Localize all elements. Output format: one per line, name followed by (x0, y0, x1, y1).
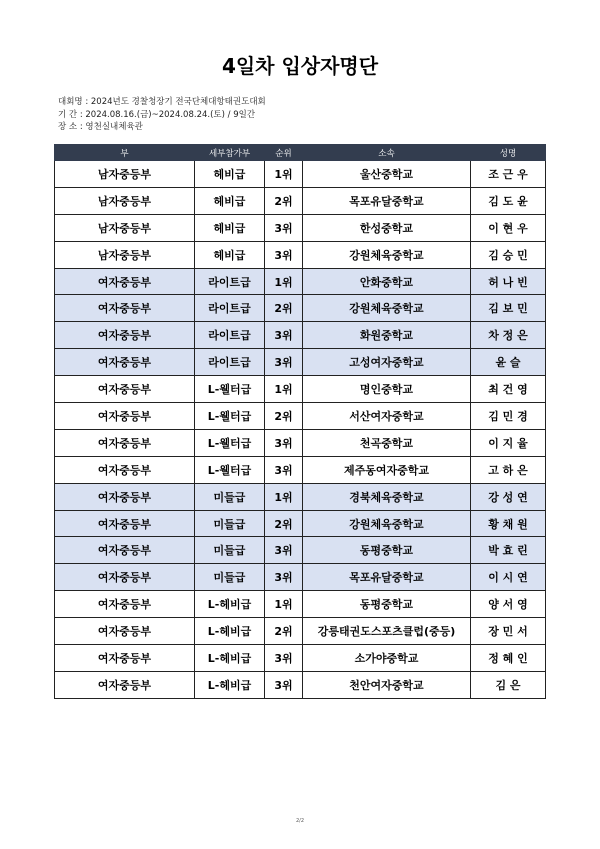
cell-weight: 미들급 (195, 537, 265, 564)
cell-name: 김 승 민 (471, 241, 546, 268)
cell-name: 양 서 영 (471, 591, 546, 618)
cell-weight: L-웰터급 (195, 403, 265, 430)
cell-weight: 라이트급 (195, 295, 265, 322)
results-table (54, 144, 546, 699)
cell-division: 남자중등부 (55, 187, 195, 214)
cell-name: 허 나 빈 (471, 268, 546, 295)
cell-division: 여자중등부 (55, 322, 195, 349)
cell-division: 여자중등부 (55, 403, 195, 430)
cell-division: 여자중등부 (55, 591, 195, 618)
cell-rank: 3위 (265, 537, 303, 564)
cell-rank: 3위 (265, 564, 303, 591)
cell-division: 여자중등부 (55, 645, 195, 672)
cell-division: 남자중등부 (55, 214, 195, 241)
cell-weight: L-웰터급 (195, 376, 265, 403)
cell-rank: 2위 (265, 187, 303, 214)
cell-weight: L-헤비급 (195, 645, 265, 672)
cell-division: 여자중등부 (55, 268, 195, 295)
cell-rank: 2위 (265, 403, 303, 430)
cell-rank: 1위 (265, 591, 303, 618)
cell-weight: 미들급 (195, 510, 265, 537)
cell-rank: 3위 (265, 645, 303, 672)
cell-school: 강원체육중학교 (303, 295, 471, 322)
cell-weight: 라이트급 (195, 349, 265, 376)
cell-division: 여자중등부 (55, 349, 195, 376)
cell-rank: 3위 (265, 322, 303, 349)
table-row (55, 161, 546, 188)
cell-rank: 3위 (265, 671, 303, 698)
cell-weight: 헤비급 (195, 161, 265, 188)
cell-rank: 3위 (265, 214, 303, 241)
cell-rank: 3위 (265, 456, 303, 483)
event-period: 기 간 : 2024.08.16.(금)~2024.08.24.(토) / 9일간 (58, 109, 256, 120)
cell-weight: 미들급 (195, 564, 265, 591)
cell-name: 윤 슬 (471, 349, 546, 376)
cell-name: 고 하 은 (471, 456, 546, 483)
cell-rank: 2위 (265, 618, 303, 645)
cell-rank: 3위 (265, 429, 303, 456)
table-row (55, 591, 546, 618)
cell-division: 여자중등부 (55, 671, 195, 698)
cell-weight: 헤비급 (195, 241, 265, 268)
cell-name: 강 성 연 (471, 483, 546, 510)
table-row (55, 376, 546, 403)
cell-name: 정 혜 인 (471, 645, 546, 672)
cell-division: 여자중등부 (55, 483, 195, 510)
table-row (55, 322, 546, 349)
cell-division: 남자중등부 (55, 241, 195, 268)
cell-school: 경북체육중학교 (303, 483, 471, 510)
header-division: 부 (55, 145, 195, 161)
cell-school: 고성여자중학교 (303, 349, 471, 376)
table-row (55, 187, 546, 214)
page-number: 2/2 (295, 818, 305, 824)
cell-rank: 3위 (265, 349, 303, 376)
header-school: 소속 (303, 145, 471, 161)
cell-school: 울산중학교 (303, 161, 471, 188)
cell-weight: 라이트급 (195, 322, 265, 349)
cell-name: 김 도 윤 (471, 187, 546, 214)
cell-division: 남자중등부 (55, 161, 195, 188)
cell-division: 여자중등부 (55, 295, 195, 322)
table-row (55, 429, 546, 456)
cell-name: 김 은 (471, 671, 546, 698)
cell-weight: L-헤비급 (195, 618, 265, 645)
cell-weight: 헤비급 (195, 214, 265, 241)
cell-school: 목포유달중학교 (303, 187, 471, 214)
cell-name: 박 효 린 (471, 537, 546, 564)
cell-division: 여자중등부 (55, 429, 195, 456)
cell-school: 안화중학교 (303, 268, 471, 295)
cell-school: 동평중학교 (303, 591, 471, 618)
cell-school: 강릉태권도스포츠클럽(중등) (303, 618, 471, 645)
cell-rank: 3위 (265, 241, 303, 268)
table-row (55, 268, 546, 295)
table-row (55, 671, 546, 698)
page-title: 4일차 입상자명단 (221, 54, 379, 78)
cell-weight: L-웰터급 (195, 429, 265, 456)
cell-name: 이 지 율 (471, 429, 546, 456)
cell-weight: L-웰터급 (195, 456, 265, 483)
cell-division: 여자중등부 (55, 376, 195, 403)
table-row (55, 618, 546, 645)
cell-school: 동평중학교 (303, 537, 471, 564)
cell-name: 차 정 은 (471, 322, 546, 349)
table-row (55, 403, 546, 430)
cell-school: 서산여자중학교 (303, 403, 471, 430)
table-row (55, 456, 546, 483)
table-row (55, 537, 546, 564)
event-info (58, 96, 266, 134)
table-body (55, 161, 546, 699)
header-name: 성명 (471, 145, 546, 161)
cell-school: 한성중학교 (303, 214, 471, 241)
cell-division: 여자중등부 (55, 537, 195, 564)
event-name: 대회명 : 2024년도 경찰청장기 전국단체대항태권도대회 (58, 97, 266, 107)
cell-rank: 2위 (265, 295, 303, 322)
cell-name: 김 보 민 (471, 295, 546, 322)
cell-name: 최 건 영 (471, 376, 546, 403)
cell-weight: 미들급 (195, 483, 265, 510)
cell-school: 목포유달중학교 (303, 564, 471, 591)
table-row (55, 295, 546, 322)
cell-school: 천곡중학교 (303, 429, 471, 456)
table-row (55, 349, 546, 376)
table-row (55, 564, 546, 591)
header-weight: 세부참가부 (195, 145, 265, 161)
cell-name: 이 현 우 (471, 214, 546, 241)
header-rank: 순위 (265, 145, 303, 161)
cell-weight: L-헤비급 (195, 591, 265, 618)
cell-name: 장 민 서 (471, 618, 546, 645)
cell-school: 강원체육중학교 (303, 241, 471, 268)
cell-school: 천안여자중학교 (303, 671, 471, 698)
cell-name: 이 시 연 (471, 564, 546, 591)
cell-name: 조 근 우 (471, 161, 546, 188)
cell-rank: 2위 (265, 510, 303, 537)
table-row (55, 510, 546, 537)
table-row (55, 645, 546, 672)
cell-division: 여자중등부 (55, 510, 195, 537)
event-venue: 장 소 : 영천실내체육관 (58, 122, 143, 132)
table-row (55, 241, 546, 268)
cell-weight: 라이트급 (195, 268, 265, 295)
cell-school: 소가야중학교 (303, 645, 471, 672)
cell-name: 김 민 경 (471, 403, 546, 430)
cell-division: 여자중등부 (55, 456, 195, 483)
cell-rank: 1위 (265, 268, 303, 295)
cell-school: 화원중학교 (303, 322, 471, 349)
cell-weight: 헤비급 (195, 187, 265, 214)
cell-school: 강원체육중학교 (303, 510, 471, 537)
cell-name: 황 채 원 (471, 510, 546, 537)
cell-division: 여자중등부 (55, 618, 195, 645)
table-row (55, 483, 546, 510)
cell-weight: L-헤비급 (195, 671, 265, 698)
cell-school: 명인중학교 (303, 376, 471, 403)
cell-division: 여자중등부 (55, 564, 195, 591)
cell-rank: 1위 (265, 483, 303, 510)
cell-school: 제주동여자중학교 (303, 456, 471, 483)
table-row (55, 214, 546, 241)
cell-rank: 1위 (265, 161, 303, 188)
cell-rank: 1위 (265, 376, 303, 403)
table-header-row (55, 145, 546, 161)
